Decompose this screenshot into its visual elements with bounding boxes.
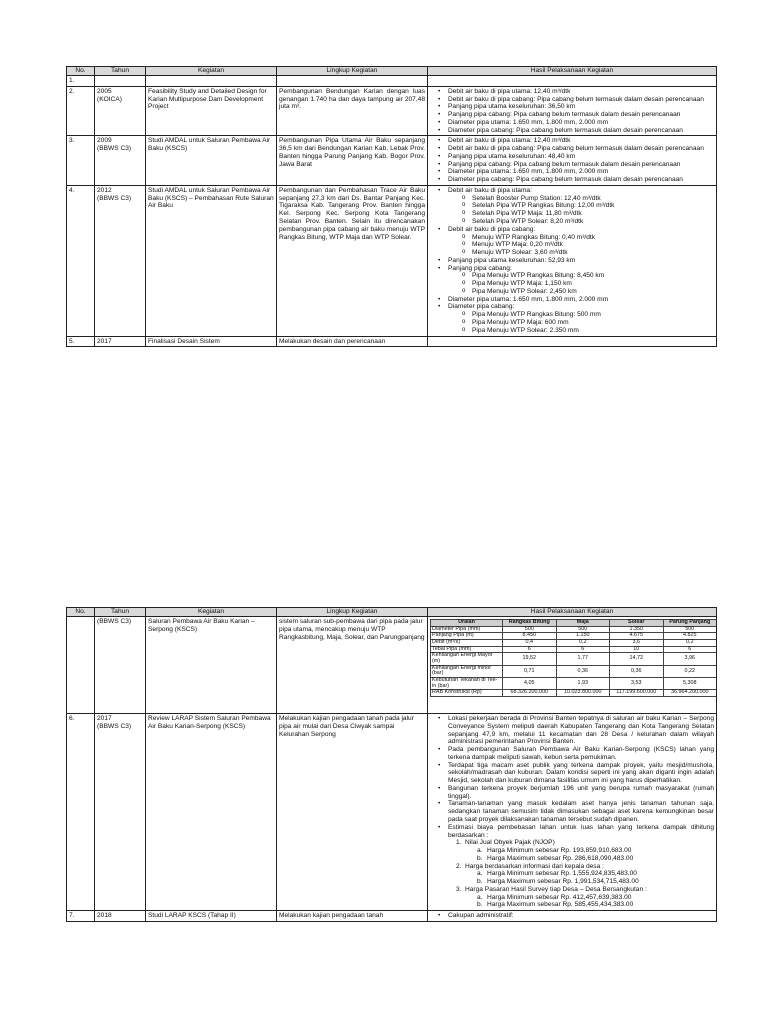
inner-label-cell: Tebal Pipa (mm) bbox=[431, 646, 503, 653]
hasil-list bbox=[430, 137, 714, 184]
row-tahun: 2018 bbox=[95, 911, 146, 922]
list-item: • Diameter pipa utama: 1.650 mm, 1.800 mm, 2.000 mm bbox=[440, 168, 714, 176]
sub-item: o Setelah Pipa WTP Rangkas Bitung: 12,00 m³/dtk bbox=[462, 202, 714, 210]
sub-item: o Setelah Pipa WTP Solear: 8,20 m³/dtk bbox=[462, 218, 714, 226]
inner-label-cell: RAB Konstruksi (Rp) bbox=[431, 690, 503, 697]
sub-list bbox=[448, 195, 714, 226]
row-lingkup: Pembangunan dan Pembahasan Trace Air Baku sepanjang 27,3 km dari Ds. Bantar Panjang Kec. Tigaraksa Kab. Tangerang Prov. Banten hingga Kel. Serpong Kec. Serpong Kota Tangerang Selatan Prov. Banten. Selain itu direncanakan pembangunan pipa cabang air baku menuju WTP Rangkas Bitung, WTP Maja dan WTP Solear. bbox=[277, 185, 428, 336]
table-row bbox=[67, 714, 717, 911]
header-lingkup: Lingkup Kegiatan bbox=[277, 608, 428, 617]
inner-value-cell: 500 bbox=[556, 626, 610, 633]
row-kegiatan: Finalisasi Desain Sistem bbox=[146, 336, 277, 347]
inner-label-cell: Kehilangan Energi Mayor (m) bbox=[431, 653, 503, 665]
inner-value-cell: 10 bbox=[610, 646, 664, 653]
sub-list bbox=[448, 272, 714, 295]
hasil-list bbox=[430, 715, 714, 909]
list-item: • Cakupan administratif: bbox=[440, 912, 714, 920]
alpha-item: b. Harga Maximum sebesar Rp. 286,618,090,483.00 bbox=[477, 854, 634, 862]
row-hasil bbox=[428, 911, 717, 922]
row-kegiatan: Review LARAP Sistem Saluran Pembawa Air Baku Karian-Serpong (KSCS) bbox=[146, 714, 277, 911]
list-item: • Diameter pipa cabang: Pipa cabang belum termasuk dalam desain perencanaan bbox=[440, 176, 714, 184]
row-hasil bbox=[428, 86, 717, 136]
row-hasil bbox=[428, 336, 717, 347]
list-item: • Debit air baku di pipa utama: 12,40 m³/dtk bbox=[440, 88, 714, 96]
row-no: 5. bbox=[67, 336, 95, 347]
list-item: • Tanaman-tanaman yang masuk kedalam aset hanya jenis tanaman tahunan saja, sedangkan tanaman semusim tidak dimasukan sebagai aset karena kemungkinan besar pada saat proyek dilaksanakan tanaman tersebut sudah dipanen. bbox=[440, 800, 714, 823]
sub-item: o Setelah Booster Pump Station: 12,40 m³/dtk bbox=[462, 195, 714, 203]
row-lingkup: Pembangunan Pipa Utama Air Baku sepanjang 36,5 km dari Bendungan Karian Kab. Lebak Prov. Banten hingga Parung Panjang Kab. Bogor Prov. Jawa Barat bbox=[277, 136, 428, 186]
list-item: • Panjang pipa utama keseluruhan: 48,40 km bbox=[440, 153, 714, 161]
hasil-list bbox=[430, 88, 714, 135]
inner-header: Maja bbox=[556, 620, 610, 627]
row-lingkup: Pembangunan Bendungan Karian dengan luas genangan 1.740 ha dan daya tampung air 207,48 juta m³. bbox=[277, 86, 428, 136]
list-item: • Debit air baku di pipa cabang: Pipa cabang belum termasuk dalam desain perencanaan bbox=[440, 145, 714, 153]
table-row bbox=[67, 136, 717, 186]
sub-list bbox=[448, 234, 714, 257]
table-page-2 bbox=[66, 607, 716, 922]
sub-item: o Pipa Menuju WTP Maja: 600 mm bbox=[462, 319, 714, 327]
sub-list bbox=[448, 311, 714, 334]
inner-value-cell: 0,4 bbox=[503, 640, 557, 647]
list-item: • Bangunan terkena proyek berjumlah 196 unit yang berupa rumah masyarakat (rumah tinggal). bbox=[440, 785, 714, 801]
table-row bbox=[67, 76, 717, 87]
inner-value-cell: 1,77 bbox=[556, 653, 610, 665]
sub-item: o Pipa Menuju WTP Solear: 2.350 mm bbox=[462, 327, 714, 335]
list-item: • Pada pembangunan Saluran Pembawa Air Baku Karian-Serpong (KSCS) lahan yang terkena dampak meliputi sawah, kebun serta pemukiman. bbox=[440, 746, 714, 762]
list-item: • Debit air baku di pipa utama: 12,40 m³/dtk bbox=[440, 137, 714, 145]
row-tahun: 2017 (BBWS C3) bbox=[95, 714, 146, 911]
table-row bbox=[67, 617, 717, 714]
row-hasil bbox=[428, 617, 717, 714]
inner-value-cell: 3,53 bbox=[610, 678, 664, 690]
table-row bbox=[67, 336, 717, 347]
inner-row bbox=[431, 678, 717, 690]
sub-item: o Menuju WTP Rangkas Bitung: 0,40 m³/dtk bbox=[462, 234, 714, 242]
inner-value-cell: 1,93 bbox=[556, 678, 610, 690]
inner-value-cell: 5,308 bbox=[663, 678, 717, 690]
inner-value-cell: 6 bbox=[663, 646, 717, 653]
list-item: • Diameter pipa utama: 1.650 mm, 1.800 mm, 2.000 mm bbox=[440, 119, 714, 127]
inner-value-cell: 4.825 bbox=[663, 633, 717, 640]
inner-value-cell: 500 bbox=[663, 626, 717, 633]
row-hasil bbox=[428, 185, 717, 336]
inner-value-cell: 10.023.800.000 bbox=[556, 690, 610, 697]
row-no: 3. bbox=[67, 136, 95, 186]
header-tahun: Tahun bbox=[95, 67, 146, 76]
header-kegiatan: Kegiatan bbox=[146, 67, 277, 76]
inner-value-cell: 4,05 bbox=[503, 678, 557, 690]
list-item: • Panjang pipa utama keseluruhan: 36,50 km bbox=[440, 103, 714, 111]
sub-item: o Pipa Menuju WTP Rangkas Bitung: 8,450 km bbox=[462, 272, 714, 280]
inner-value-cell: 0,36 bbox=[610, 665, 664, 677]
table-page-1 bbox=[66, 66, 716, 347]
row-no: 4. bbox=[67, 185, 95, 336]
list-item: • Panjang pipa utama keseluruhan: 52,93 km bbox=[440, 257, 714, 265]
header-kegiatan: Kegiatan bbox=[146, 608, 277, 617]
inner-value-cell: 3,96 bbox=[663, 653, 717, 665]
row-hasil bbox=[428, 136, 717, 186]
header-hasil: Hasil Pelaksanaan Kegiatan bbox=[428, 67, 717, 76]
inner-value-cell: 0,2 bbox=[663, 640, 717, 647]
hasil-list bbox=[430, 187, 714, 335]
inner-value-cell: 19,52 bbox=[503, 653, 557, 665]
row-lingkup: sistem saluran sub-pembawa dari pipa pada jalur pipa utama, mencakup menuju WTP Rangkasbitung, Maja, Solear, dan Parungpanjang bbox=[277, 617, 428, 714]
table-row bbox=[67, 86, 717, 136]
table-row bbox=[67, 911, 717, 922]
list-item: • Debit air baku di pipa cabang: Pipa cabang belum termasuk dalam desain perencanaan bbox=[440, 96, 714, 104]
list-item: • Debit air baku di pipa cabang: o Menuju WTP Rangkas Bitung: 0,40 m³/dtk o Menuju WTP Maja: 0,20 m³/dtk o Menuju WTP Solear: 3,60 m³/dtk bbox=[440, 226, 714, 257]
list-item: • Terdapat tiga macam aset publik yang terkena dampak proyek, yaitu mesjid/mushola, sekolah/madrasah dan kuburan. Dalam kondisi seperti ini yang akan diganti ingin adalah Mesjid, sekolah dan kuburan dimana fasilitas umum ini yang harus diperhatikan. bbox=[440, 762, 714, 785]
inner-body bbox=[431, 626, 717, 696]
inner-row bbox=[431, 665, 717, 677]
list-item: • Debit air baku di pipa utama: o Setelah Booster Pump Station: 12,40 m³/dtk o Setelah Pipa WTP Rangkas Bitung: 12,00 m³/dtk o Setelah Pipa WTP Maja: 11,80 m³/dtk o Setelah Pipa WTP Solear: 8,20 m³/dtk bbox=[440, 187, 714, 226]
header-no: No. bbox=[67, 67, 95, 76]
inner-value-cell: 0,22 bbox=[663, 665, 717, 677]
inner-value-cell: 14,72 bbox=[610, 653, 664, 665]
numbered-list bbox=[448, 839, 714, 909]
row-kegiatan: Feasibility Study and Detailed Design for Karian Multipurpose Dam Development Project bbox=[146, 86, 277, 136]
row-tahun: 2017 bbox=[95, 336, 146, 347]
numbered-item: 2. Harga berdasarkan informasi dari kepala desa : a. Harga Minimum sebesar Rp. 1,555,924,835,483.00 b. Harga Maximum sebesar Rp. 1,991,534,715,483.00 bbox=[456, 863, 714, 886]
row-tahun: 2012 (BBWS C3) bbox=[95, 185, 146, 336]
inner-header: Rangkas Bitung bbox=[503, 620, 557, 627]
header-tahun: Tahun bbox=[95, 608, 146, 617]
sub-item: o Setelah Pipa WTP Maja: 11,80 m³/dtk bbox=[462, 210, 714, 218]
inner-value-cell: 500 bbox=[503, 626, 557, 633]
inner-value-cell: 0,36 bbox=[556, 665, 610, 677]
inner-header: Parung Panjang bbox=[663, 620, 717, 627]
table-row bbox=[67, 185, 717, 336]
inner-value-cell: 4.675 bbox=[610, 633, 664, 640]
inner-row bbox=[431, 690, 717, 697]
list-item: • Panjang pipa cabang: Pipa cabang belum termasuk dalam desain perencanaan bbox=[440, 161, 714, 169]
row-no: 6. bbox=[67, 714, 95, 911]
row-lingkup: Melakukan kajian pengadaan tanah pada jalur pipa air mulai dari Desa Ciwyak sampai Kelurahan Serpong bbox=[277, 714, 428, 911]
row-no: 1. bbox=[67, 76, 95, 87]
sub-item: o Menuju WTP Solear: 3,60 m³/dtk bbox=[462, 249, 714, 257]
inner-value-cell: 0,71 bbox=[503, 665, 557, 677]
header-no: No. bbox=[67, 608, 95, 617]
sub-item: o Menuju WTP Maja: 0,20 m³/dtk bbox=[462, 241, 714, 249]
row-no: 7. bbox=[67, 911, 95, 922]
row-kegiatan: Studi AMDAL untuk Saluran Pembawa Air Baku (KSCS) bbox=[146, 136, 277, 186]
row-tahun: 2009 (BBWS C3) bbox=[95, 136, 146, 186]
inner-value-cell: 3,6 bbox=[610, 640, 664, 647]
row-kegiatan: Studi AMDAL untuk Saluran Pembawa Air Baku (KSCS) – Pembahasan Rute Saluran Air Baku bbox=[146, 185, 277, 336]
activity-table-2 bbox=[66, 607, 717, 922]
inner-row bbox=[431, 640, 717, 647]
alpha-item: a. Harga Minimum sebesar Rp. 193,859,910,683.00 bbox=[477, 847, 632, 855]
sub-item: o Pipa Menuju WTP Maja: 1,150 km bbox=[462, 280, 714, 288]
numbered-item: 3. Harga Pasaran Hasil Survey tiap Desa – Desa Bersangkutan : a. Harga Minimum sebesar Rp. 412,457,639,383.00 b. Harga Maximum sebesar Rp. 585,455,434,383.00 bbox=[456, 886, 714, 909]
list-item: • Lokasi pekerjaan berada di Provinsi Banten tepatnya di saluran air baku Karian – Serpong Conveyance System meliputi daerah Kabupaten Tangerang dan Kota Tangerang Selatan sepanjang 47,9 km, melalui 11 kecamatan dan 28 Desa / kelurahan dalam wilayah administrasi pemerintahan Provinsi Banten. bbox=[440, 715, 714, 746]
alpha-item: b. Harga Maximum sebesar Rp. 585,455,434,383.00 bbox=[477, 901, 634, 909]
inner-label-cell: Debit (m³/s) bbox=[431, 640, 503, 647]
list-item: • Panjang pipa cabang: Pipa cabang belum termasuk dalam desain perencanaan bbox=[440, 111, 714, 119]
row-lingkup: Melakukan desain dan perencanaan bbox=[277, 336, 428, 347]
header-hasil: Hasil Pelaksanaan Kegiatan bbox=[428, 608, 717, 617]
inner-value-cell: 1.150 bbox=[556, 633, 610, 640]
list-item: • Panjang pipa cabang: o Pipa Menuju WTP Rangkas Bitung: 8,450 km o Pipa Menuju WTP Maja: 1,150 km o Pipa Menuju WTP Solear: 2,450 km bbox=[440, 265, 714, 296]
row-tahun: (BBWS C3) bbox=[95, 617, 146, 714]
inner-row bbox=[431, 653, 717, 665]
inner-value-cell: 0,2 bbox=[556, 640, 610, 647]
header-lingkup: Lingkup Kegiatan bbox=[277, 67, 428, 76]
inner-header: Uraian bbox=[431, 620, 503, 627]
inner-label-cell: Panjang Pipa (m) bbox=[431, 633, 503, 640]
row-kegiatan: Studi LARAP KSCS (Tahap II) bbox=[146, 911, 277, 922]
inner-value-cell: 68.326.200.000 bbox=[503, 690, 557, 697]
sub-item: o Pipa Menuju WTP Solear: 2,450 km bbox=[462, 288, 714, 296]
row-kegiatan: Saluran Pembawa Air Baku Karian – Serpong (KSCS) bbox=[146, 617, 277, 714]
row-tahun: 2005 (KOICA) bbox=[95, 86, 146, 136]
inner-value-cell: 8.450 bbox=[503, 633, 557, 640]
inner-value-cell: 1.350 bbox=[610, 626, 664, 633]
alpha-item: b. Harga Maximum sebesar Rp. 1,991,534,715,483.00 bbox=[477, 878, 639, 886]
list-item: • Diameter pipa utama: 1.650 mm, 1.800 mm, 2.000 mm bbox=[440, 296, 714, 304]
pipe-spec-table bbox=[430, 619, 717, 697]
inner-label-cell: Diameter Pipa (mm) bbox=[431, 626, 503, 633]
table-header-row bbox=[67, 67, 717, 76]
inner-label-cell: Kebutuhan Tekanan di Tee-in (bar) bbox=[431, 678, 503, 690]
alpha-item: a. Harga Minimum sebesar Rp. 412,457,639,383.00 bbox=[477, 893, 632, 901]
activity-table-1 bbox=[66, 66, 717, 347]
list-item: • Diameter pipa cabang: o Pipa Menuju WTP Rangkas Bitung: 500 mm o Pipa Menuju WTP Maja: 600 mm o Pipa Menuju WTP Solear: 2.350 mm bbox=[440, 303, 714, 334]
inner-value-cell: 6 bbox=[556, 646, 610, 653]
row-no: 2. bbox=[67, 86, 95, 136]
alpha-item: a. Harga Minimum sebesar Rp. 1,555,924,835,483.00 bbox=[477, 870, 637, 878]
row-no bbox=[67, 617, 95, 714]
inner-row bbox=[431, 633, 717, 640]
inner-header: Solear bbox=[610, 620, 664, 627]
list-item: • Diameter pipa cabang: Pipa cabang belum termasuk dalam desain perencanaan bbox=[440, 127, 714, 135]
list-item: • Estimasi biaya pembebasan lahan untuk luas lahan yang terkena dampak dihitung berdasarkan : 1. Nilai Jual Obyek Pajak (NJOP) a. Harga Minimum sebesar Rp. 193,859,910,683.00 b. Harga Maximum sebesar Rp. 286,618,090,483.00 2. Harga berdasarkan informasi dari kepala desa : a. Harga Minimum sebesar Rp. 1,555,924,835,483.00 b. Harga Maximum sebesar Rp. 1,991,534,715,483.00 3. Harga Pasaran Hasil Survey tiap Desa – Desa Bersangkutan : a. Harga Minimum sebesar Rp. 412,457,639,383.00 b. Harga Maximum sebesar Rp. 585,455,434,383.00 bbox=[440, 824, 714, 909]
inner-value-cell: 6 bbox=[503, 646, 557, 653]
row-lingkup: Melakukan kajian pengadaan tanah bbox=[277, 911, 428, 922]
sub-item: o Pipa Menuju WTP Rangkas Bitung: 500 mm bbox=[462, 311, 714, 319]
table-header-row bbox=[67, 608, 717, 617]
row-hasil bbox=[428, 714, 717, 911]
numbered-item: 1. Nilai Jual Obyek Pajak (NJOP) a. Harga Minimum sebesar Rp. 193,859,910,683.00 b. Harga Maximum sebesar Rp. 286,618,090,483.00 bbox=[456, 839, 714, 862]
inner-value-cell: 117.199.600.000 bbox=[610, 690, 664, 697]
inner-value-cell: 36.964.200.000 bbox=[663, 690, 717, 697]
inner-label-cell: Kehilangan Energi minor (bar) bbox=[431, 665, 503, 677]
